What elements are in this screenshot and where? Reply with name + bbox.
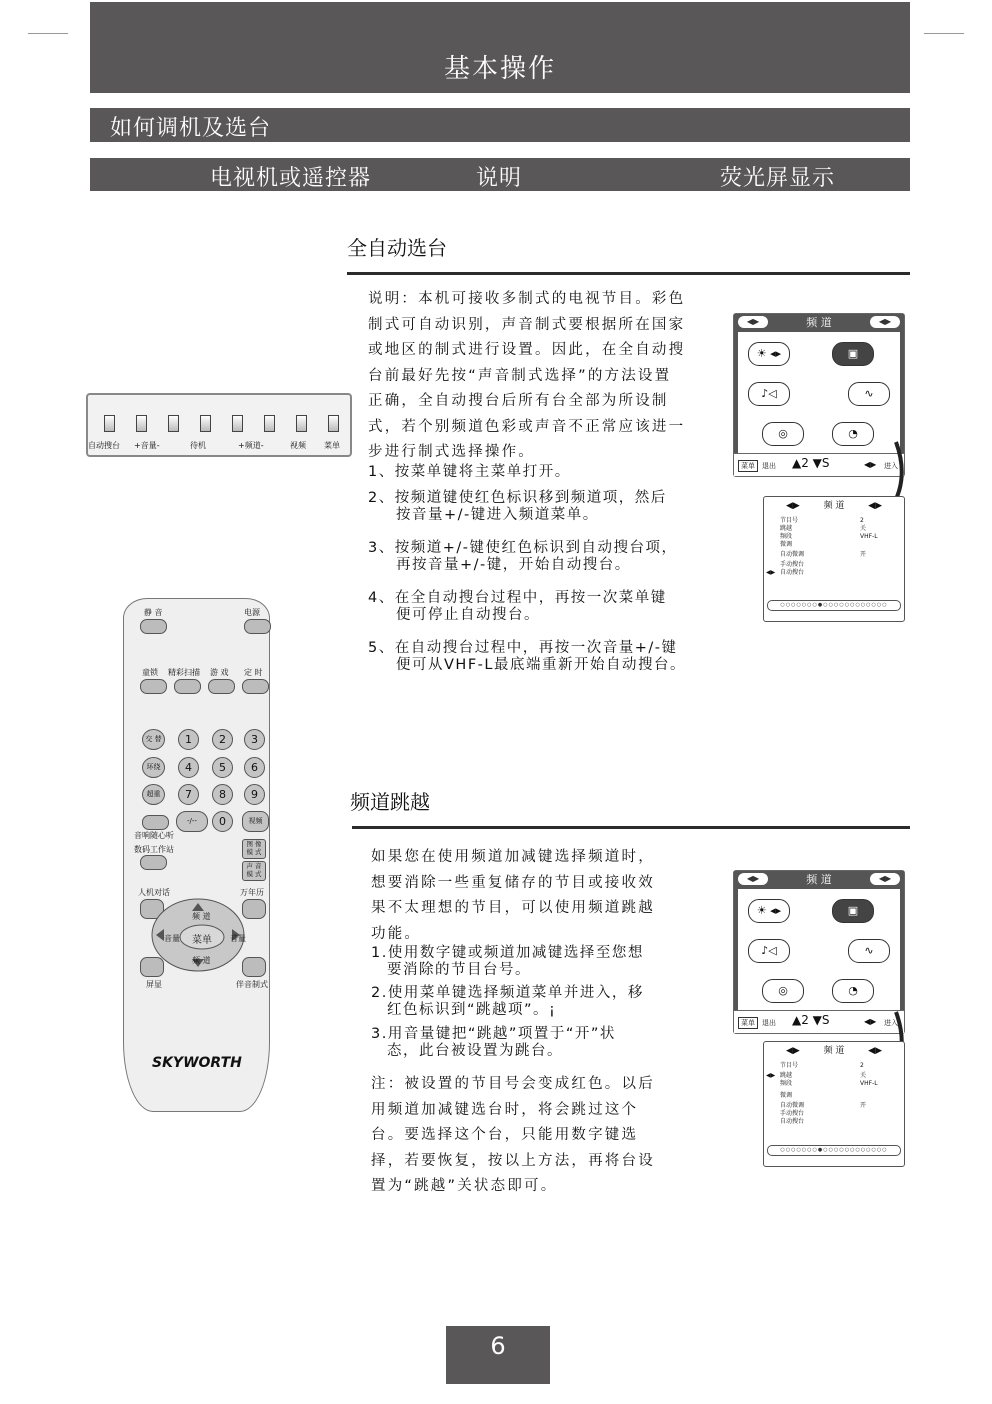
panel-button[interactable] [296, 415, 307, 432]
osd-channel-title-bar [774, 500, 894, 512]
digit-0-button[interactable]: 0 [212, 811, 233, 832]
dialog-label: 人机对话 [138, 888, 170, 897]
mute-label: 静 音 [144, 608, 163, 617]
digit-3-button[interactable]: 3 [244, 729, 265, 750]
digit-5-button[interactable]: 5 [212, 757, 233, 778]
tv-front-panel [86, 393, 352, 457]
panel-button[interactable] [168, 415, 179, 432]
selector-icon: ◀▶ [766, 569, 776, 576]
picture-mode-button[interactable]: 图 像 模 式 [242, 839, 266, 859]
video-button[interactable]: 视频 [242, 811, 269, 832]
osd-row: 手动搜台 [780, 1110, 805, 1117]
osd-icon-grid [738, 332, 900, 454]
panel-button[interactable] [200, 415, 211, 432]
graph-icon: ∿ [848, 939, 890, 963]
section-rule [352, 826, 910, 829]
step-item: 2.使用菜单键选择频道菜单并进入，移 红色标识到“跳越项”。¡ [371, 985, 644, 1018]
bass-button[interactable]: 超重 [142, 784, 165, 805]
sound-icon: ♪◁ [748, 382, 790, 406]
osd-channel-title-bar [774, 1045, 894, 1057]
trim-mark-left [28, 33, 68, 34]
power-button[interactable] [244, 619, 271, 634]
osd-row: 自动搜台 [780, 1118, 805, 1125]
step-item: 1.使用数字键或频道加减键选择至您想 要消除的节目台号。 [371, 945, 644, 978]
osd-footer [734, 453, 904, 476]
surround-button[interactable]: 环绕 [142, 757, 165, 778]
digit-1-button[interactable]: 1 [178, 729, 199, 750]
section2-paragraph: 如果您在使用频道加减键选择频道时， 想要消除一些重复储存的节目或接收效 果不太理想的节目，可以使用频道跳越 功能。 [371, 849, 655, 942]
section-title-channel-skip: 频道跳越 [350, 790, 430, 814]
child-lock-button[interactable] [140, 679, 167, 694]
subtitle-banner [90, 108, 910, 142]
osd-row: 频段 VHF-L [780, 1080, 878, 1087]
osd-row: 自动微调 开 [780, 1102, 867, 1109]
game-button[interactable] [208, 679, 235, 694]
header-banner [90, 2, 910, 93]
page-title: 基本操作 [443, 54, 556, 84]
osd-row: 微调 [780, 541, 793, 548]
brightness-icon: ☀ ◂▸ [748, 342, 790, 366]
dash-button[interactable]: -/-- [176, 811, 208, 832]
step-item: 3.用音量键把“跳越”项置于“开”状 态，此台被设置为跳台。 [371, 1026, 616, 1059]
osd-title-bar [734, 871, 904, 889]
osd-row: 节目号 2 [780, 517, 864, 524]
trim-mark-right [924, 33, 964, 34]
osd-title-bar [734, 314, 904, 332]
panel-label: +音量- [134, 441, 160, 450]
osd-left-right-icon: ◀▶ [870, 873, 900, 885]
osd-row: 手动搜台 [780, 561, 805, 568]
digital-workstation-label: 数码工作站 [134, 845, 174, 854]
step-item: 1、按菜单键将主菜单打开。 [368, 464, 571, 480]
digit-4-button[interactable]: 4 [178, 757, 199, 778]
digital-workstation-button[interactable] [140, 855, 167, 870]
osd-left-right-icon: ◀▶ [738, 316, 768, 328]
power-label: 电源 [244, 608, 260, 617]
osd-row: 微调 [780, 1092, 793, 1099]
panel-button[interactable] [136, 415, 147, 432]
volume-down-button[interactable]: 音量 [164, 934, 180, 943]
step-item: 4、在全自动搜台过程中，再按一次菜单键 便可停止自动搜台。 [368, 590, 667, 623]
digit-6-button[interactable]: 6 [244, 757, 265, 778]
channel-up-button[interactable]: 频 道 [192, 912, 211, 921]
mute-button[interactable] [140, 619, 167, 634]
digit-2-button[interactable]: 2 [212, 729, 233, 750]
timer-button[interactable] [242, 679, 269, 694]
brightness-icon: ☀ ◂▸ [748, 899, 790, 923]
step-item: 3、按频道+/-键使红色标识到自动搜台项， 再按音量+/-键，开始自动搜台。 [368, 540, 678, 573]
channel-down-button[interactable]: 频 道 [192, 956, 211, 965]
osd-channel-menu [763, 496, 905, 622]
osd-row-selected: ◀▶ 自动搜台 [766, 569, 805, 576]
osd-footer-exit: 退出 [762, 462, 776, 470]
osd-channel-menu [763, 1041, 905, 1167]
osd-left-right-icon: ◀▶ [864, 1017, 877, 1026]
sound-follow-button[interactable] [142, 815, 169, 830]
sound-system-button[interactable] [242, 957, 266, 977]
child-lock-label: 童锁 [142, 668, 158, 677]
clock-icon: ◔ [832, 979, 874, 1003]
menu-button[interactable]: 菜单 [192, 935, 212, 946]
osd-menu-title: 频 道 [806, 873, 832, 886]
panel-button[interactable] [232, 415, 243, 432]
tv-channel-icon: ▣ [832, 342, 874, 366]
sound-system-label: 伴音制式 [236, 980, 268, 989]
osd-left-right-icon: ◀▶ [868, 1046, 882, 1056]
osd-progress-bar: ○○○○○○○●○○○○○○○○○○○○ [767, 1145, 901, 1156]
column-header-banner [90, 158, 910, 191]
osd-left-right-icon: ◀▶ [786, 501, 800, 511]
osd-row-selected: ◀▶ 跳越 关 [766, 1072, 867, 1079]
osd-footer-enter: 进入 [884, 1019, 898, 1027]
remote-control [123, 598, 270, 1112]
osd-menu-title: 频 道 [806, 316, 832, 329]
osd-channel-title: 频 道 [823, 501, 845, 511]
panel-button[interactable] [104, 415, 115, 432]
osd-footer [734, 1010, 904, 1033]
osd-left-right-icon: ◀▶ [868, 501, 882, 511]
column-header-screen: 荧光屏显示 [720, 166, 836, 191]
section1-paragraph: 说明：本机可接收多制式的电视节目。彩色 制式可自动识别，声音制式要根据所在国家 或地区的制式进行设置。因此，在全自动搜 台前最好先按“声音制式选择”的方法设置 正确，全自动搜台后所有台全部为所设制 式，若个别频道色彩或声音不正常应该进一 步进行制式选择操作。 [368, 291, 686, 460]
digit-9-button[interactable]: 9 [244, 784, 265, 805]
panel-button[interactable] [328, 415, 339, 432]
section-rule [347, 272, 910, 275]
panel-label: 待机 [190, 441, 206, 450]
panel-button[interactable] [264, 415, 275, 432]
osd-left-right-icon: ◀▶ [870, 316, 900, 328]
panel-label: +频道- [238, 441, 264, 450]
section-title-auto-search: 全自动选台 [347, 236, 447, 260]
volume-up-button[interactable]: 音量 [230, 934, 246, 943]
column-header-description: 说明 [476, 166, 523, 191]
display-button[interactable] [140, 957, 164, 977]
page-subtitle: 如何调机及选台 [110, 116, 272, 141]
osd-channel-title: 频 道 [823, 1046, 845, 1056]
sound-mode-button[interactable]: 声 音 模 式 [242, 861, 266, 881]
digit-8-button[interactable]: 8 [212, 784, 233, 805]
brand-logo: SKYWORTH [152, 1055, 242, 1071]
scan-button[interactable] [174, 679, 201, 694]
section2-note: 注：被设置的节目号会变成红色。以后 用频道加减键选台时，将会跳过这个 台。要选择这个台，只能用数字键选 择，若要恢复，按以上方法，再将台设 置为“跳越”关状态即可。 [371, 1076, 655, 1194]
step-item: 5、在自动搜台过程中，再按一次音量+/-键 便可从VHF-L最底端重新开始自动搜台。 [368, 640, 686, 673]
osd-footer-menu: 菜单 [738, 460, 758, 472]
osd-left-right-icon: ◀▶ [864, 460, 877, 469]
clock-icon: ◔ [832, 422, 874, 446]
osd-nav-icons: ▲2 ▼S [792, 456, 830, 470]
sound-follow-label: 音响随心听 [134, 831, 174, 840]
sound-icon: ♪◁ [748, 939, 790, 963]
osd-left-right-icon: ◀▶ [786, 1046, 800, 1056]
osd-icon-grid [738, 889, 900, 1011]
graph-icon: ∿ [848, 382, 890, 406]
page-number: 6 [446, 1326, 550, 1384]
alternate-button[interactable]: 交 替 [142, 729, 165, 750]
scan-label: 精彩扫描 [168, 668, 200, 677]
globe-icon: ◎ [762, 979, 804, 1003]
panel-label: 视频 [290, 441, 306, 450]
osd-footer-exit: 退出 [762, 1019, 776, 1027]
digit-7-button[interactable]: 7 [178, 784, 199, 805]
panel-label: 菜单 [324, 441, 340, 450]
selector-icon: ◀▶ [766, 1072, 776, 1079]
column-header-device: 电视机或遥控器 [210, 166, 372, 191]
osd-row: 节目号 2 [780, 1062, 864, 1069]
osd-nav-icons: ▲2 ▼S [792, 1013, 830, 1027]
tv-channel-icon: ▣ [832, 899, 874, 923]
osd-row: 频段 VHF-L [780, 533, 878, 540]
panel-label: 自动搜台 [88, 441, 120, 450]
osd-footer-enter: 进入 [884, 462, 898, 470]
osd-left-right-icon: ◀▶ [738, 873, 768, 885]
osd-row: 跳越 关 [780, 525, 867, 532]
step-item: 2、按频道键使红色标识移到频道项，然后 按音量+/-键进入频道菜单。 [368, 490, 667, 523]
calendar-label: 万年历 [240, 888, 264, 897]
game-label: 游 戏 [210, 668, 229, 677]
osd-footer-menu: 菜单 [738, 1017, 758, 1029]
timer-label: 定 时 [244, 668, 263, 677]
globe-icon: ◎ [762, 422, 804, 446]
osd-progress-bar: ○○○○○○○●○○○○○○○○○○○○ [767, 600, 901, 611]
display-label: 屏显 [146, 980, 162, 989]
osd-row: 自动微调 开 [780, 551, 867, 558]
